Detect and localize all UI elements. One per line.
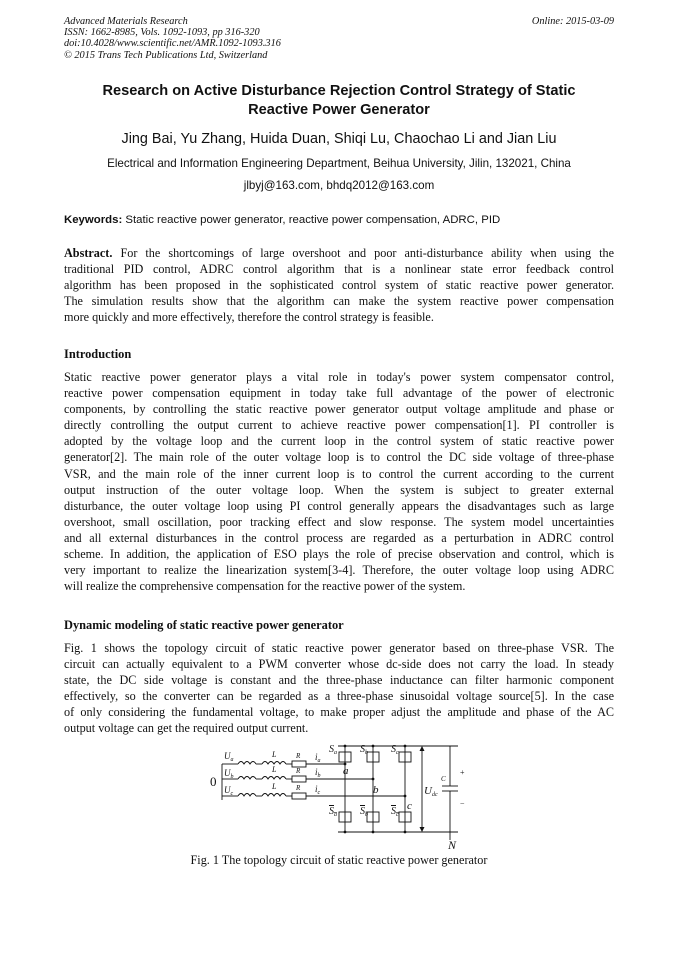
section-heading-dynamic-modeling: Dynamic modeling of static reactive power generator (64, 618, 344, 632)
udc-arrowhead-up (420, 746, 425, 751)
capacitor-plus-label: + (460, 768, 465, 777)
source-coil-b (238, 777, 256, 780)
abstract-line: The simulation results show that the algorithm can make the system reactive power compensation (64, 294, 614, 309)
node-b-label: b (373, 784, 379, 796)
dynamic-modeling-paragraph (64, 640, 614, 737)
paragraph-line: components, by controlling the static reactive power generator output voltage amplitude and phase or (64, 402, 614, 417)
paragraph-line: circuit can actually equivalent to a PWM converter whose dc-side does not carry the load. In steady (64, 657, 614, 672)
paragraph-line: scheme. In addition, the application of ESO plays the role of precise observation and control, which is (64, 547, 614, 562)
neutral-n-label: N (448, 838, 457, 850)
current-ic-label: $i_c$ (315, 784, 321, 796)
paragraph-line: output instruction of the outer voltage loop. When the system is subject to greater external (64, 482, 614, 497)
resistor-r-label: R (296, 784, 301, 792)
circuit-diagram (210, 742, 470, 850)
keywords-text: Static reactive power generator, reactive power compensation, ADRC, PID (125, 214, 501, 226)
current-ib-label: $i_b$ (315, 767, 321, 779)
resistor-r-label: R (296, 752, 301, 760)
paragraph-line: VSR, and the main role of the inner current loop is to control the current according to the current (64, 466, 614, 481)
abstract-line: traditional PID control, ADRC control algorithm that is a nonlinear state error feedback control (64, 262, 614, 277)
source-ua-label: $U_a$ (224, 751, 234, 763)
neutral-zero-label: 0 (210, 774, 217, 789)
inductor-l-label: L (272, 765, 277, 774)
paragraph-line: and all external disturbances in the control process are regarded as a perturbation in ADRC control (64, 530, 614, 545)
resistor-c (292, 793, 306, 799)
journal-name: Advanced Materials Research (64, 16, 188, 27)
keywords-label: Keywords: (64, 214, 123, 226)
inductor-l-label: L (272, 782, 277, 791)
switch-sc-bar-label: $S_c$ (391, 806, 399, 818)
affiliation: Electrical and Information Engineering Department, Beihua University, Jilin, 132021, China (107, 157, 571, 170)
udc-arrowhead-down (420, 827, 425, 832)
inductor-b (262, 777, 286, 780)
paragraph-line: directly controlling the output current to achieve reactive power compensation[1]. PI controller is (64, 418, 614, 433)
section-heading-introduction: Introduction (64, 347, 132, 361)
capacitor-label: C (441, 775, 446, 783)
journal-header (64, 16, 281, 61)
source-ub-label: $U_b$ (224, 768, 234, 780)
doi-line: doi:10.4028/www.scientific.net/AMR.1092-1093.316 (64, 38, 281, 50)
paper-title (64, 82, 614, 120)
paragraph-line: generator[2]. The main role of the outer voltage loop is to control the DC side voltage of three-phase (64, 450, 614, 465)
source-coil-a (238, 762, 256, 765)
introduction-paragraph (64, 369, 614, 594)
issn-line: ISSN: 1662-8985, Vols. 1092-1093, pp 316-320 (64, 27, 260, 39)
source-coil-c (238, 794, 256, 797)
switch-sa-label: $S_a$ (329, 744, 337, 756)
paragraph-line: reactive power compensation equipment in today take full advantage of the power of electronic (64, 386, 614, 401)
paragraph-line: Static reactive power generator plays a vital role in today's power system compensator control, (64, 370, 614, 384)
paragraph-line: effectively, so the converter can be regarded as a three-phase sinusoidal voltage source[5]. In the case (64, 689, 614, 704)
node-c-label: c (407, 800, 412, 812)
current-ia-label: $i_a$ (315, 752, 321, 764)
abstract-line: Abstract. For the shortcomings of large overshoot and poor anti-disturbance ability when using the (64, 246, 615, 260)
paragraph-line: Fig. 1 shows the topology circuit of static reactive power generator based on three-phase VSR. The (64, 641, 614, 655)
copyright-line: © 2015 Trans Tech Publications Ltd, Switzerland (64, 49, 268, 61)
udc-label: Udc (424, 785, 438, 798)
paragraph-line: disturbance, the outer voltage loop using PI control generally appears the disadvantages such as large (64, 498, 614, 513)
paragraph-line: output voltage can get the required output current. (64, 721, 309, 736)
paragraph-line: state, the DC side voltage is constant and the three-phase inductance can filter harmonic component (64, 673, 614, 688)
online-date: Online: 2015-03-09 (531, 16, 614, 27)
topology-circuit-figure (210, 742, 470, 850)
inductor-c (262, 794, 286, 797)
capacitor-minus-label: − (460, 799, 465, 808)
inductor-l-label: L (272, 750, 277, 759)
title-line-1: Research on Active Disturbance Rejection Control Strategy of Static (102, 83, 576, 99)
resistor-r-label: R (296, 767, 301, 775)
abstract-label: Abstract. (64, 246, 113, 260)
abstract (64, 245, 614, 325)
abstract-line: algorithm has been proposed in the sophisticated control system of static reactive power generator. (64, 278, 614, 293)
resistor-b (292, 776, 306, 782)
authors: Jing Bai, Yu Zhang, Huida Duan, Shiqi Lu, Chaochao Li and Jian Liu (121, 131, 557, 147)
switch-sa-bar-label: $S_a$ (329, 806, 337, 818)
source-uc-label: $U_c$ (224, 785, 234, 797)
switch-sc-label: $S_c$ (391, 744, 399, 756)
inductor-a (262, 762, 286, 765)
paragraph-line: adopted by the voltage loop and the current loop in the control system of static reactive power (64, 434, 614, 449)
paragraph-line: overshoot, small oscillation, poor tracking effect and slow response. The system model uncertainties (64, 514, 614, 529)
node-a-label: a (343, 765, 349, 777)
paragraph-line: of only considering the fundamental voltage, to make proper adjust the amplitude and phase of the AC (64, 705, 614, 720)
switch-sb-bar-label: $S_b$ (360, 806, 368, 818)
email: jlbyj@163.com, bhdq2012@163.com (243, 179, 435, 192)
figure-caption: Fig. 1 The topology circuit of static reactive power generator (190, 853, 488, 867)
title-line-2: Reactive Power Generator (248, 102, 430, 118)
abstract-line: more quickly and more effectively, therefore the control strategy is feasible. (64, 310, 434, 325)
switch-sb-label: $S_b$ (360, 744, 368, 756)
keywords (64, 214, 614, 226)
paragraph-line: very important to realize the linearization system[3-4]. Therefore, the outer voltage loop using ADRC (64, 563, 614, 578)
paragraph-line: will realize the comprehensive compensation for the reactive power of the system. (64, 579, 466, 594)
